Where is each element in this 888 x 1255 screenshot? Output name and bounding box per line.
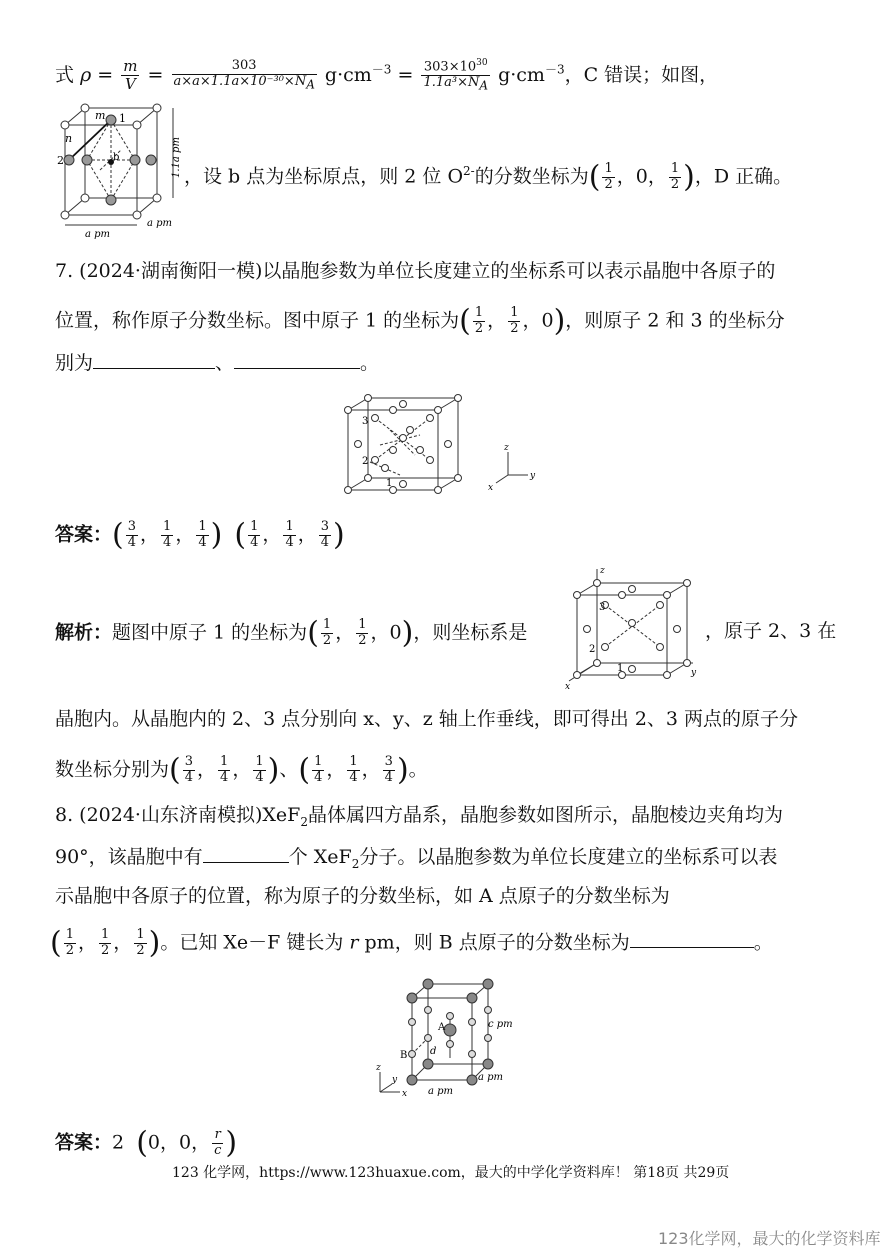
text: 别为: [55, 352, 94, 374]
q8-line3: 示晶胞中各原子的位置，称为原子的分数坐标，如 A 点原子的分数坐标为: [55, 885, 670, 907]
jiexi-line1b: ，原子 2、3 在: [705, 620, 837, 642]
end-punct: 。: [408, 758, 428, 781]
denominator: 2: [474, 320, 484, 336]
numerator: 1: [198, 519, 207, 534]
fraction: [356, 618, 368, 649]
label-1: 1: [119, 112, 126, 125]
label-d: d: [430, 1046, 437, 1057]
numerator: 1: [220, 754, 229, 769]
paren-close: ): [683, 159, 695, 195]
fraction: [283, 520, 295, 551]
text: ，则坐标系是: [413, 621, 528, 644]
den-text: a×a×1.1a×10⁻³⁰×N: [173, 74, 307, 90]
label-A: A: [438, 1022, 446, 1033]
label-3: 3: [599, 602, 606, 613]
text: 。已知 Xe－F 键长为: [160, 931, 350, 954]
fraction: [347, 755, 359, 786]
numerator: 1: [358, 617, 367, 632]
coord-zero: 0: [389, 621, 402, 644]
denominator: 2: [101, 942, 110, 958]
fraction-m-v: [121, 58, 139, 94]
axis-x: x: [565, 682, 571, 692]
label-n: n: [65, 132, 73, 145]
jiexi-line1a: 解析：题图中原子 1 的坐标为( $\frac{1}{2}$ ， $\frac{1}{2}$ ，0)，则坐标系是: [55, 615, 528, 651]
num-text: 303×10: [423, 59, 477, 75]
paren-close: ): [225, 1125, 238, 1161]
end-punct: 。: [753, 931, 773, 954]
label-b: b: [113, 152, 120, 163]
fraction: [134, 928, 146, 959]
axis-z: z: [376, 1063, 381, 1073]
den-text: 1.1a³×N: [423, 75, 480, 91]
fraction: [99, 928, 111, 959]
coord: 0: [179, 1131, 192, 1154]
denominator: 4: [314, 769, 323, 785]
denominator: 4: [285, 534, 294, 550]
text: 题图中原子 1 的坐标为: [112, 621, 308, 644]
denominator: 4: [250, 534, 259, 550]
denominator: 4: [184, 769, 194, 785]
equals-sign: =: [397, 63, 414, 86]
numerator: 1: [314, 754, 323, 769]
numerator: 1: [250, 519, 259, 534]
fraction: [126, 520, 138, 551]
unit: g·cm: [498, 63, 545, 86]
q8-answer: 答案：2 (0，0， $\frac{r}{c}$ ): [55, 1125, 238, 1161]
q8-line1: [55, 806, 783, 828]
front-face: [65, 125, 137, 215]
denominator: 4: [384, 769, 393, 785]
coord: 0: [147, 1131, 161, 1154]
fig1-description: ，设 b 点为坐标原点，则 2 位 $O^{2-}$的分数坐标为( $\frac{1}{2}$ ，0， $\frac{1}{2}$ )，D 正确。: [184, 159, 793, 195]
axis-z: z: [504, 443, 509, 453]
label-1: 1: [386, 478, 393, 489]
numerator: 1: [474, 305, 484, 320]
numerator: m: [123, 57, 138, 76]
unit-exp: －3: [371, 62, 392, 77]
q8-line2: [55, 848, 777, 870]
fraction: [312, 755, 324, 786]
q7-line2: 位置，称作原子分数坐标。图中原子 1 的坐标为( $\frac{1}{2}$ ， $\frac{1}{2}$ ，0)，则原子 2 和 3 的坐标分: [55, 303, 785, 339]
fraction: [383, 755, 395, 786]
c-label: c pm: [488, 1019, 513, 1030]
numerator: 303: [172, 59, 317, 75]
paren-open: (: [112, 517, 124, 553]
label-B: B: [400, 1050, 408, 1061]
ion-charge: 2-: [463, 164, 475, 179]
numerator: 1: [285, 519, 294, 534]
equals-sign: =: [97, 63, 114, 86]
bottom-label: a pm: [85, 229, 111, 240]
q8-line4: ( $\frac{1}{2}$ ， $\frac{1}{2}$ ， $\frac{1}{2}$ )。已知 Xe－F 键长为 r pm，则 B 点原子的分数坐标为 。: [50, 925, 773, 961]
numerator: 3: [184, 754, 194, 769]
denominator: 4: [163, 534, 172, 550]
crystal-cell-axes-figure: [565, 563, 700, 693]
fraction: [473, 306, 485, 337]
answer-blank-2[interactable]: [234, 368, 360, 369]
q7-answer: 答案：( $\frac{3}{4}$ ， $\frac{1}{4}$ ， $\frac{1}{4}$ ) ( $\frac{1}{4}$ ， $\frac{1}{4}$ ， $\frac{3}{4}$ ): [55, 517, 345, 553]
fraction-303e30: [421, 58, 490, 94]
fraction: [669, 162, 681, 193]
label-2: 2: [57, 154, 64, 167]
denominator: 4: [220, 769, 229, 785]
text-tail: ，C 错误；如图，: [564, 63, 719, 86]
numerator: 1: [101, 927, 110, 942]
numerator: 1: [604, 161, 613, 176]
coord-zero: 0: [541, 309, 554, 332]
depth-label: a pm: [147, 218, 173, 229]
a-label-side: a pm: [478, 1072, 504, 1083]
text: 8. (2024·山东济南模拟)XeF: [55, 804, 301, 826]
paren-open: (: [298, 752, 311, 788]
num-exp: 30: [476, 58, 488, 68]
denominator: 4: [127, 534, 137, 550]
answer-count: 2: [112, 1131, 125, 1154]
fraction: [602, 162, 614, 193]
unit: g·cm: [324, 63, 372, 86]
numerator: 3: [384, 754, 393, 769]
den-sub: A: [306, 77, 315, 92]
denominator: 4: [320, 534, 330, 550]
text: ，则原子 2 和 3 的坐标分: [565, 309, 785, 332]
fraction: [218, 755, 230, 786]
answer-label: 答案：: [55, 1131, 113, 1154]
text-prefix: 式: [55, 63, 75, 86]
numerator: 1: [322, 617, 332, 632]
denominator: V: [124, 75, 136, 94]
paren-close: ): [396, 752, 409, 788]
text: 个 XeF: [288, 846, 352, 868]
watermark-text: 123化学网，最大的化学资料库: [658, 1229, 881, 1248]
numerator: 1: [136, 927, 145, 942]
fraction: [253, 755, 265, 786]
text: 晶体属四方晶系，晶胞参数如图所示，晶胞棱边夹角均为: [307, 804, 783, 826]
text: 90°，该晶胞中有: [55, 846, 203, 868]
fraction: [161, 520, 173, 551]
label-3: 3: [362, 416, 369, 427]
denominator: 4: [198, 534, 207, 550]
axis-y: y: [530, 471, 536, 481]
text: pm，则 B 点原子的分数坐标为: [358, 931, 630, 954]
paren-close: ): [148, 925, 161, 961]
fraction: [183, 755, 195, 786]
equals-sign: =: [147, 63, 164, 86]
coord-zero: 0: [635, 165, 648, 188]
paren-open: (: [459, 303, 471, 339]
paren-close: ): [267, 752, 280, 788]
answer-label: 答案：: [55, 523, 113, 546]
axis-z: z: [600, 566, 605, 576]
fraction: [321, 618, 333, 649]
paren-close: ): [401, 615, 414, 651]
separator: 、: [215, 352, 235, 374]
answer-blank-coord[interactable]: [630, 947, 754, 948]
text: 数坐标分别为: [55, 758, 170, 781]
jiexi-line2: 晶胞内。从晶胞内的 2、3 点分别向 x、y、z 轴上作垂线，即可得出 2、3 两点的原子分: [55, 708, 799, 730]
denominator: 2: [510, 320, 519, 336]
denominator: 2: [322, 632, 332, 648]
denominator: 2: [65, 942, 74, 958]
unit-exp: －3: [544, 62, 565, 77]
numerator: 1: [163, 519, 172, 534]
density-formula-line: [55, 58, 718, 94]
label-2: 2: [589, 644, 596, 655]
xef2-cell-figure: [370, 972, 520, 1107]
numerator: r: [212, 1128, 223, 1144]
answer-blank-count[interactable]: [203, 862, 289, 863]
text: 位置，称作原子分数坐标。图中原子 1 的坐标为: [55, 309, 460, 332]
label-1: 1: [617, 663, 624, 674]
den-sub: A: [479, 78, 489, 93]
answer-blank-1[interactable]: [93, 368, 215, 369]
q7-line1: 7. (2024·湖南衡阳一模)以晶胞参数为单位长度建立的坐标系可以表示晶胞中各原子的: [55, 260, 776, 282]
denominator: 4: [255, 769, 264, 785]
axis-x: x: [402, 1089, 408, 1099]
label-m: m: [95, 109, 106, 122]
axis-y: y: [691, 668, 697, 678]
paren-open: (: [234, 517, 247, 553]
fraction: [64, 928, 76, 959]
q7-line3: [55, 354, 379, 373]
page-footer: 123 化学网，https://www.123huaxue.com，最大的中学化学资料库！ 第18页 共29页: [172, 1165, 730, 1181]
paren-close: ): [333, 517, 345, 553]
variable-r: r: [349, 931, 359, 954]
numerator: 1: [349, 754, 358, 769]
paren-open: (: [588, 159, 601, 195]
fraction-303: [172, 59, 317, 92]
rho-symbol: ρ: [80, 63, 92, 86]
paren-open: (: [169, 752, 181, 788]
end-punct: 。: [360, 352, 380, 374]
text-part1: ，设 b 点为坐标原点，则 2 位 O: [184, 165, 464, 188]
jiexi-line3: 数坐标分别为( $\frac{3}{4}$ ， $\frac{1}{4}$ ， $\frac{1}{4}$ )、( $\frac{1}{4}$ ， $\frac{1}{4}$ ， $\frac{3}{4}$ )。: [55, 752, 428, 788]
denominator: [172, 75, 317, 92]
denominator: [421, 76, 490, 93]
height-label: 1.1a pm: [171, 137, 182, 178]
crystal-cell-figure-1: [55, 100, 185, 240]
numerator: 1: [510, 305, 519, 320]
analysis-label: 解析：: [55, 621, 113, 644]
fraction: [212, 1128, 223, 1159]
text: 分子。以晶胞参数为单位长度建立的坐标系可以表: [359, 846, 778, 868]
paren-close: ): [210, 517, 223, 553]
denominator: 2: [604, 176, 613, 192]
text-tail: ，D 正确。: [694, 165, 793, 188]
paren-open: (: [307, 615, 319, 651]
numerator: [421, 58, 490, 76]
text-part2: 的分数坐标为: [474, 165, 589, 188]
denominator: 2: [136, 942, 145, 958]
numerator: 3: [127, 519, 137, 534]
paren-open: (: [136, 1125, 148, 1161]
denominator: c: [214, 1142, 222, 1158]
separator: 、: [279, 758, 299, 781]
a-label-bottom: a pm: [428, 1086, 454, 1097]
denominator: 2: [670, 176, 680, 192]
axis-x: x: [488, 483, 494, 493]
crystal-cell-figure-7: [340, 390, 550, 495]
fraction: [196, 520, 208, 551]
axis-y: y: [392, 1075, 398, 1085]
paren-close: ): [553, 303, 566, 339]
subscript: 2: [351, 856, 360, 871]
label-2: 2: [362, 456, 369, 467]
subscript: 2: [300, 814, 308, 829]
denominator: 4: [349, 769, 358, 785]
denominator: 2: [358, 632, 367, 648]
fraction: [508, 306, 520, 337]
fraction: [319, 520, 331, 551]
numerator: 1: [670, 161, 680, 176]
fraction: [248, 520, 260, 551]
numerator: 3: [320, 519, 330, 534]
numerator: 1: [255, 754, 264, 769]
paren-open: (: [50, 925, 62, 961]
numerator: 1: [65, 927, 74, 942]
